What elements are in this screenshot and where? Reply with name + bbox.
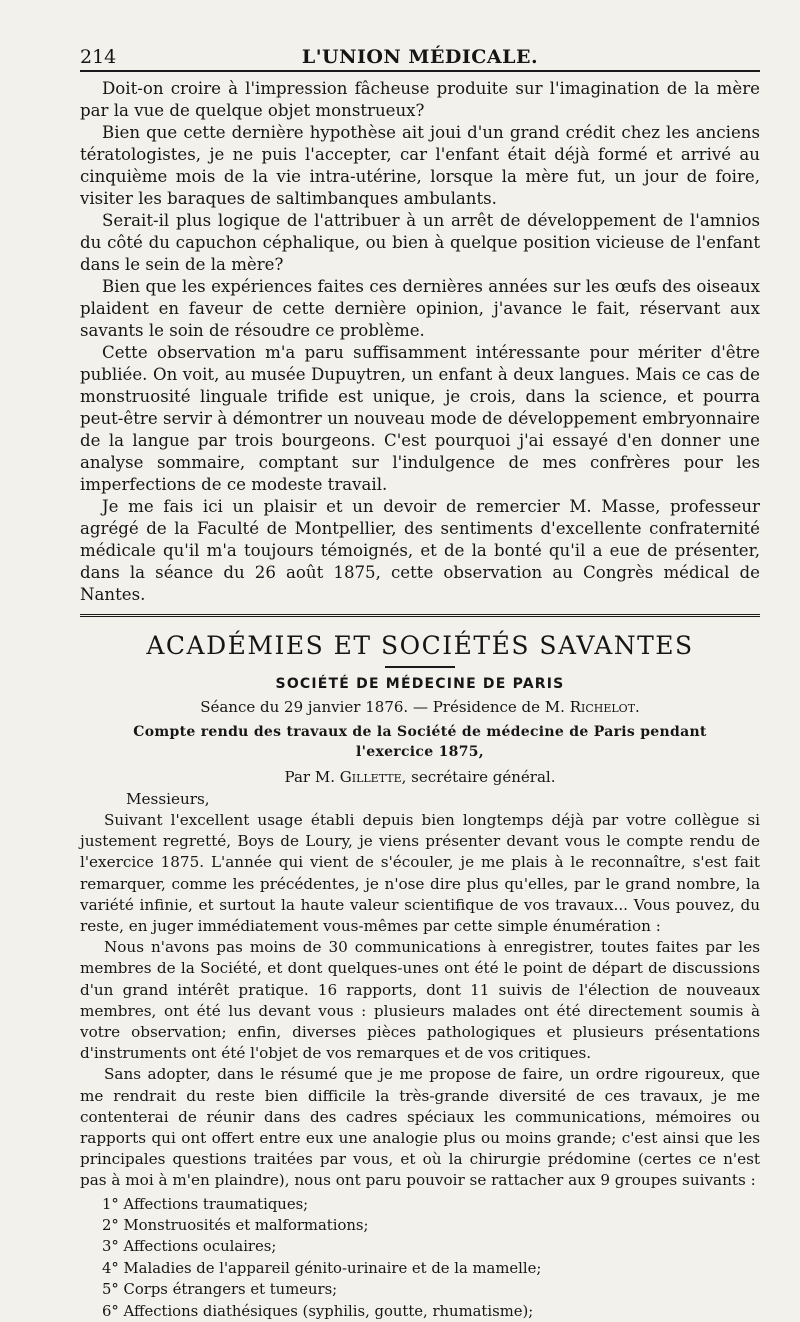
meeting-line [80, 698, 760, 716]
section-divider [80, 614, 760, 619]
report-paragraph: Nous n'avons pas moins de 30 communications à enregistrer, toutes faites par les membres de la Société, et dont quelques-unes ont été le point de départ de discussions d'un grand intérêt pratique. 16 rapports, dont 11 suivis de l'élection de nouveaux membres, ont été lus devant vous : plusieurs malades ont été directement soumis à votre observation; enfin, diverses pièces pathologiques et plusieurs présentations d'instruments ont été l'objet de vos remarques et de vos critiques. [80, 938, 760, 1063]
list-item: 1° Affections traumatiques; [102, 1195, 309, 1213]
section-title: ACADÉMIES ET SOCIÉTÉS SAVANTES [146, 631, 694, 660]
article-paragraph: Je me fais ici un plaisir et un devoir de remercier M. Masse, professeur agrégé de la Faculté de Montpellier, des sentiments d'excellente confraternité médicale qu'il m'a toujours témoignés, et de la bonté qu'il a eue de présenter, dans la séance du 26 août 1875, cette observation au Congrès médical de Nantes. [80, 497, 760, 604]
report-paragraph: Sans adopter, dans le résumé que je me propose de faire, un ordre rigoureux, que me rendrait du reste bien difficile la très-grande diversité de ces travaux, je me contenterai de réunir dans des cadres spéciaux les communications, mémoires ou rapports qui ont offert entre eux une analogie plus ou moins grande; c'est ainsi que les principales questions traitées par vous, et où la chirurgie prédomine (certes ce n'est pas à moi à m'en plaindre), nous ont paru pouvoir se rattacher aux 9 groupes suivants : [80, 1065, 760, 1190]
report-paragraph: Suivant l'excellent usage établi depuis bien longtemps déjà par votre collègue si justement regretté, Boys de Loury, je viens présenter devant vous le compte rendu de l'exercice 1875. L'année qui vient de s'écouler, je me plais à le reconnaître, s'est fait remarquer, comme les précédentes, je n'ose dire plus qu'elles, par le grand nombre, la variété infinie, et surtout la haute valeur scientifique de vos travaux... Vous pouvez, du reste, en juger immédiatement vous-mêmes par cette simple énumération : [80, 811, 760, 936]
meeting-president: Richelot. [569, 698, 640, 716]
byline [80, 768, 760, 786]
header-rule [80, 70, 760, 72]
list-item: 4° Maladies de l'appareil génito-urinaire et de la mamelle; [102, 1259, 542, 1277]
article-paragraph: Doit-on croire à l'impression fâcheuse produite sur l'imagination de la mère par la vue de quelque objet monstrueux? [80, 79, 760, 120]
list-item: 2° Monstruosités et malformations; [102, 1217, 369, 1235]
section [80, 631, 760, 1322]
society-name: SOCIÉTÉ DE MÉDECINE DE PARIS [275, 676, 565, 692]
report-title: Compte rendu des travaux de la Société de médecine de Paris pendant l'exercice 1875, [133, 724, 707, 760]
article-paragraph: Bien que cette dernière hypothèse ait joui d'un grand crédit chez les anciens tératologistes, je ne puis l'accepter, car l'enfant était déjà formé et arrivé au cinquième mois de la vie intra-utérine, lorsque la mère fut, un jour de foire, visiter les baraques de saltimbanques ambulants. [80, 123, 760, 208]
article-body [80, 78, 760, 606]
list-item: 5° Corps étrangers et tumeurs; [102, 1281, 338, 1299]
page-number: 214 [80, 46, 117, 68]
title-underline [385, 666, 455, 668]
article-paragraph: Serait-il plus logique de l'attribuer à un arrêt de développement de l'amnios du côté du capuchon céphalique, ou bien à quelque position vicieuse de l'enfant dans le sein de la mère? [80, 211, 760, 274]
list-item: 6° Affections diathésiques (syphilis, goutte, rhumatisme); [102, 1302, 534, 1320]
byline-name: Gillette [339, 768, 402, 786]
list-item: 3° Affections oculaires; [102, 1238, 277, 1256]
article-paragraph: Bien que les expériences faites ces dernières années sur les œufs des oiseaux plaident en faveur de cette dernière opinion, j'avance le fait, réservant aux savants le soin de résoudre ce problème. [80, 277, 760, 340]
page-header [80, 0, 760, 66]
groups-list [80, 1194, 760, 1322]
article-paragraph: Cette observation m'a paru suffisamment intéressante pour mériter d'être publiée. On voit, au musée Dupuytren, un enfant à deux langues. Mais ce cas de monstruosité linguale trifide est unique, je crois, dans la science, et pourra peut-être servir à démontrer un nouveau mode de développement embryonnaire de la langue par trois bourgeons. C'est pourquoi j'ai essayé d'en donner une analyse sommaire, comptant sur l'indulgence de mes confrères pour les imperfections de ce modeste travail. [80, 343, 760, 494]
salutation: Messieurs, [126, 790, 210, 808]
byline-suffix: , secrétaire général. [401, 768, 556, 786]
meeting-prefix: Séance du 29 janvier 1876. — Présidence de M. [200, 698, 565, 716]
byline-prefix: Par M. [284, 768, 335, 786]
running-title: L'UNION MÉDICALE. [301, 46, 539, 68]
